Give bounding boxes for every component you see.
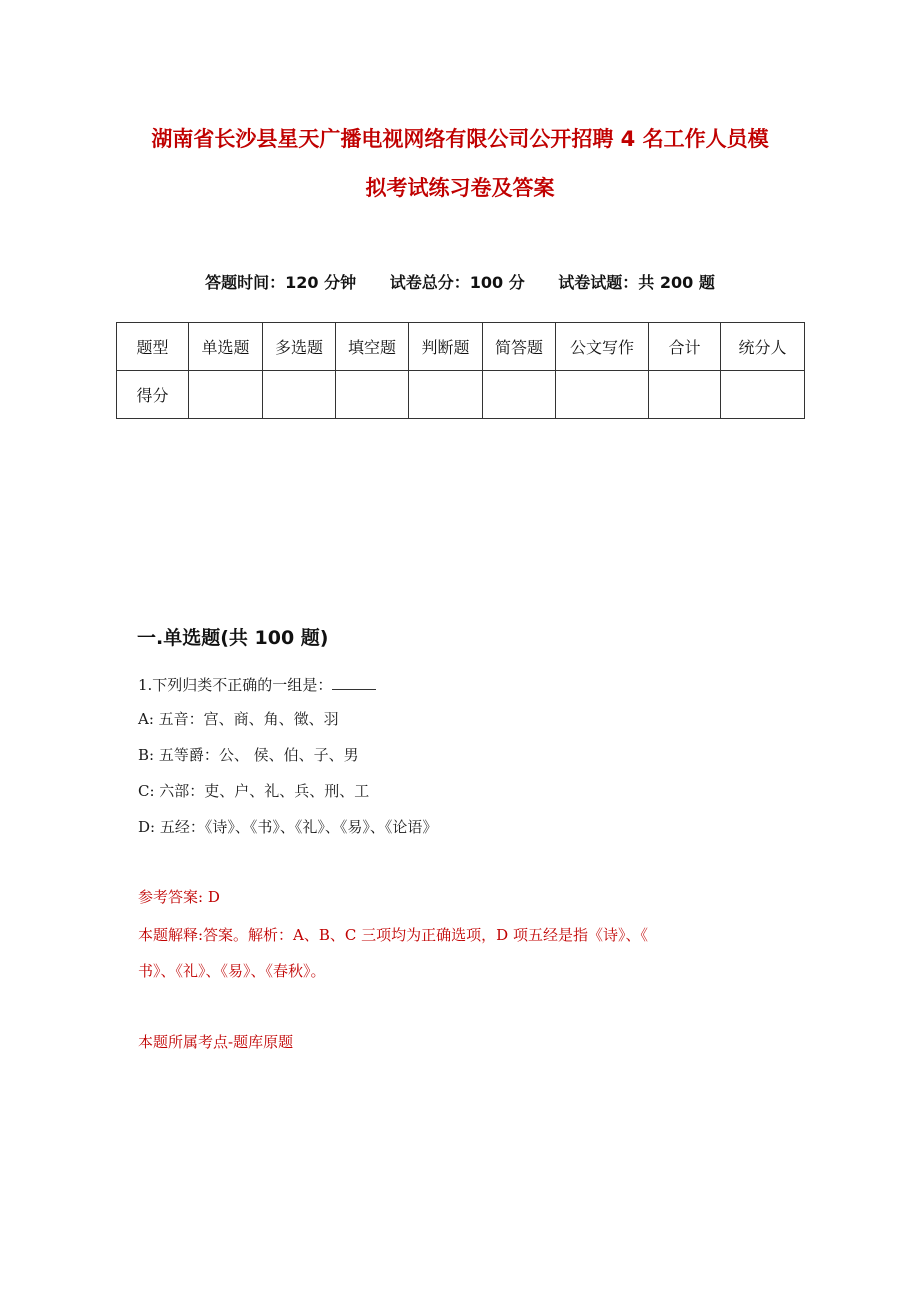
score-cell [483, 371, 556, 419]
exam-info [0, 270, 920, 293]
header-cell: 填空题 [336, 323, 409, 371]
exam-question-count: 试卷试题：共 200 题 [558, 273, 715, 292]
score-table-header-row [117, 323, 805, 371]
question-stem-text: 1.下列归类不正确的一组是： [138, 676, 333, 694]
answer-blank [332, 675, 376, 690]
exam-time: 答题时间：120 分钟 [205, 273, 357, 292]
exam-total-score: 试卷总分：100 分 [389, 273, 525, 292]
question-source: 本题所属考点-题库原题 [138, 1033, 294, 1051]
row-label-cell: 得分 [117, 371, 189, 419]
score-cell [189, 371, 263, 419]
explanation-line-2: 书》、《礼》、《易》、《春秋》。 [138, 962, 326, 980]
option-c: C: 六部：吏、户、礼、兵、刑、工 [138, 782, 370, 800]
section-heading: 一.单选题(共 100 题) [137, 627, 329, 649]
score-table-row [117, 371, 805, 419]
header-cell: 公文写作 [556, 323, 649, 371]
score-table [116, 322, 805, 419]
header-cell: 合计 [649, 323, 721, 371]
score-cell [263, 371, 336, 419]
score-cell [721, 371, 805, 419]
explanation-line-1: 本题解释:答案。解析：A、B、C 三项均为正确选项，D 项五经是指《诗》、《 [138, 926, 648, 944]
score-cell [336, 371, 409, 419]
option-b: B: 五等爵：公、 侯、伯、子、男 [138, 746, 359, 764]
header-cell: 单选题 [189, 323, 263, 371]
header-cell: 统分人 [721, 323, 805, 371]
header-cell: 简答题 [483, 323, 556, 371]
document-title-line-2: 拟考试练习卷及答案 [365, 176, 555, 200]
header-cell: 判断题 [409, 323, 483, 371]
reference-answer: 参考答案: D [138, 888, 220, 906]
header-cell: 题型 [117, 323, 189, 371]
score-cell [409, 371, 483, 419]
score-cell [556, 371, 649, 419]
header-cell: 多选题 [263, 323, 336, 371]
document-title-line-1: 湖南省长沙县星天广播电视网络有限公司公开招聘 4 名工作人员模 [151, 127, 769, 151]
score-cell [649, 371, 721, 419]
option-a: A: 五音：宫、商、角、徵、羽 [138, 710, 339, 728]
question-stem [138, 674, 376, 695]
option-d: D: 五经：《诗》、《书》、《礼》、《易》、《论语》 [138, 818, 438, 836]
